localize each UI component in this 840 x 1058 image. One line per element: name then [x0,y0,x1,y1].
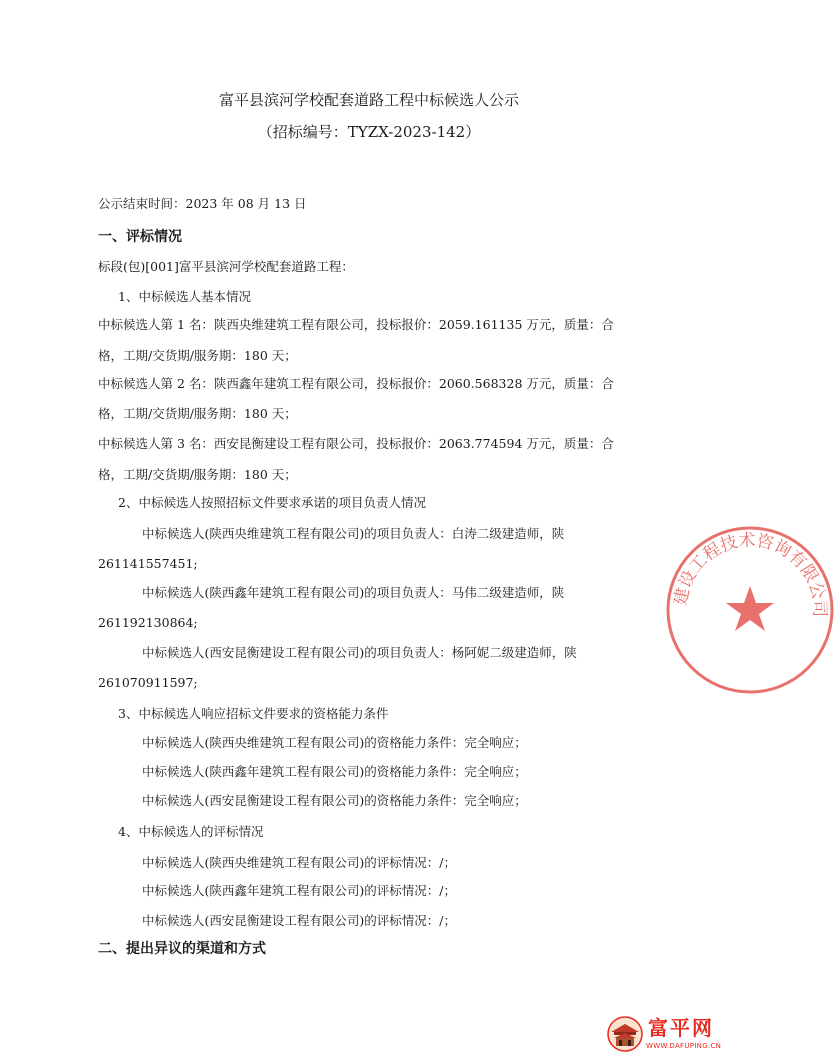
manager-line: 261192130864; [98,615,198,630]
seal-star-icon [726,586,774,631]
section-2-heading: 二、提出异议的渠道和方式 [98,941,266,957]
qualification-line: 中标候选人(陕西鑫年建筑工程有限公司)的资格能力条件：完全响应； [142,764,527,779]
section-1-heading: 一、评标情况 [98,229,182,245]
bid-number: （招标编号：TYZX-2023-142） [257,123,481,141]
qualification-line: 中标候选人(陕西央维建筑工程有限公司)的资格能力条件：完全响应； [142,735,527,750]
site-url: WWW.DAFUPING.CN [646,1042,722,1050]
qualification-line: 中标候选人(西安昆衡建设工程有限公司)的资格能力条件：完全响应； [142,793,527,808]
site-name: 富平网 [648,1016,714,1040]
manager-line: 中标候选人(陕西央维建筑工程有限公司)的项目负责人：白涛二级建造师，陕 [142,526,565,541]
document-title: 富平县滨河学校配套道路工程中标候选人公示 [218,91,519,109]
company-seal-stamp [660,520,840,700]
candidate-line: 中标候选人第 1 名：陕西央维建筑工程有限公司，投标报价：2059.161135 万元，质量：合 [98,317,614,332]
candidate-line: 中标候选人第 3 名：西安昆衡建设工程有限公司，投标报价：2063.774594 万元，质量：合 [98,436,614,451]
evaluation-line: 中标候选人(西安昆衡建设工程有限公司)的评标情况：/； [142,913,456,928]
manager-line: 中标候选人(西安昆衡建设工程有限公司)的项目负责人：杨阿妮二级建造师，陕 [142,645,577,660]
pavilion-logo-icon [606,1016,644,1052]
site-watermark-logo [606,1012,734,1056]
subsection-2-heading: 2、中标候选人按照招标文件要求承诺的项目负责人情况 [118,495,426,510]
evaluation-line: 中标候选人(陕西鑫年建筑工程有限公司)的评标情况：/； [142,883,456,898]
manager-line: 中标候选人(陕西鑫年建筑工程有限公司)的项目负责人：马伟二级建造师，陕 [142,585,565,600]
subsection-4-heading: 4、中标候选人的评标情况 [118,824,264,839]
candidate-line: 中标候选人第 2 名：陕西鑫年建筑工程有限公司，投标报价：2060.568328 万元，质量：合 [98,376,614,391]
candidate-line: 格，工期/交货期/服务期：180 天； [98,406,297,421]
manager-line: 261141557451; [98,556,198,571]
lot-title: 标段(包)[001]富平县滨河学校配套道路工程： [98,259,354,274]
manager-line: 261070911597; [98,675,198,690]
subsection-1-heading: 1、中标候选人基本情况 [118,289,251,304]
evaluation-line: 中标候选人(陕西央维建筑工程有限公司)的评标情况：/； [142,855,456,870]
candidate-line: 格，工期/交货期/服务期：180 天； [98,467,297,482]
subsection-3-heading: 3、中标候选人响应招标文件要求的资格能力条件 [118,706,389,721]
candidate-line: 格，工期/交货期/服务期：180 天； [98,348,297,363]
seal-text: 建设工程技术咨询有限公司 [670,530,830,618]
publicity-end-time: 公示结束时间：2023 年 08 月 13 日 [98,196,307,211]
